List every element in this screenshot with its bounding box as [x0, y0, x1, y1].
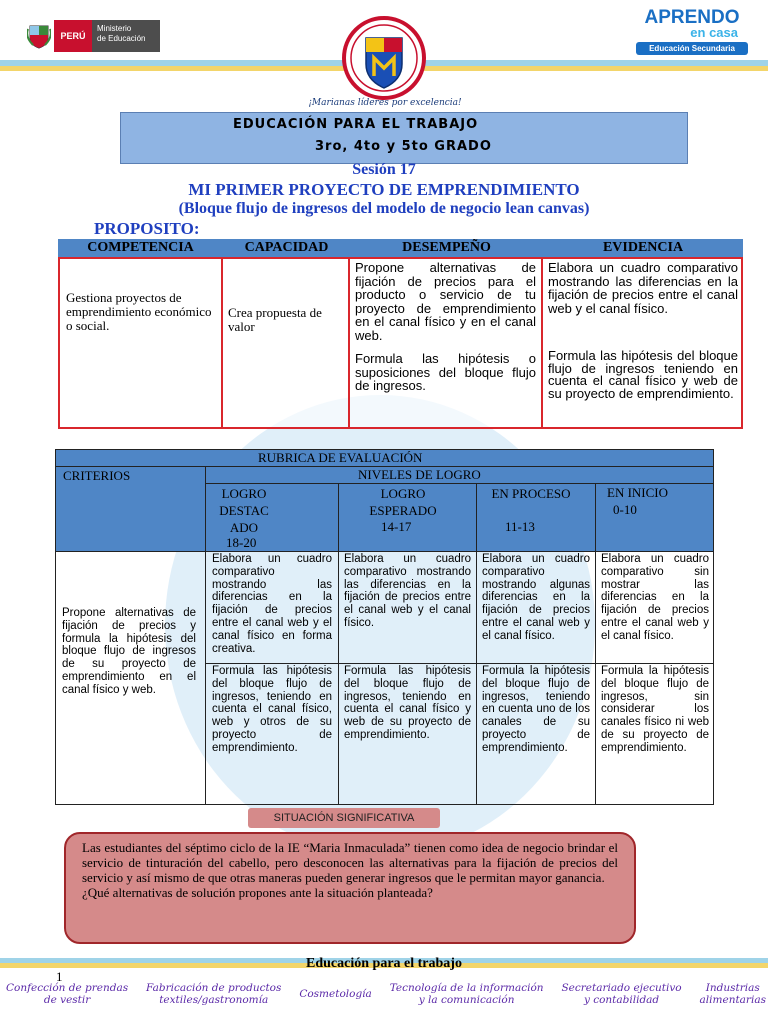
- levels-label: NIVELES DE LOGRO: [358, 467, 481, 482]
- level-name-esperado: LOGRO ESPERADO: [369, 486, 437, 518]
- level-header-destacado: [205, 483, 339, 552]
- rubric-text-r1-c1: Elabora un cuadro comparativo mostrando las diferencias en la fijación de precios entre el canal web y el canal físico en forma creativa.: [212, 553, 332, 655]
- situation-label: SITUACIÓN SIGNIFICATIVA: [248, 808, 440, 828]
- rubric-cell-r2-c1: [205, 663, 339, 805]
- specialty-tecnologia: Tecnología de la información y la comunicación: [389, 982, 544, 1006]
- rubric-text-r1-c4: Elabora un cuadro comparativo sin mostrar las diferencias en la fijación de precios entre el canal web y el canal físico.: [601, 553, 709, 642]
- rubric-text-r1-c2: Elabora un cuadro comparativo mostrando las diferencias en la fijación de precios entre el canal web y el canal físico.: [344, 553, 471, 629]
- competencia-text: Gestiona proyectos de emprendimiento económico o social.: [66, 290, 212, 333]
- session-number: Sesión 17: [352, 161, 416, 178]
- specialty-fabricacion: Fabricación de productos textiles/gastronomía: [146, 982, 282, 1006]
- level-name-destacado: LOGRO DESTAC ADO: [219, 486, 269, 535]
- rubric-text-r1-c3: Elabora un cuadro comparativo mostrando algunas diferencias en la fijación de precios entre el canal web y el canal físico.: [482, 553, 590, 642]
- aprendo-title: APRENDO: [644, 7, 740, 28]
- situation-text: Las estudiantes del séptimo ciclo de la IE “Maria Inmaculada” tienen como idea de negocio brindar el servicio de tinturación del cabello, pero desconocen las alternativas para la fijación de precios del servicio y así mismo de que otras maneras pueden generar ingresos que le permitan mayor ganancia.: [82, 840, 618, 885]
- rubric-cell-r1-c2: [338, 551, 477, 664]
- rubric-title: RUBRICA DE EVALUACIÓN: [258, 450, 423, 465]
- rubric-text-r2-c2: Formula las hipótesis del bloque flujo de ingresos, teniendo en cuenta el canal físico y web de su proyecto de emprendimiento.: [344, 665, 471, 741]
- rubric-cell-r2-c2: [338, 663, 477, 805]
- purpose-label: PROPOSITO:: [94, 219, 200, 238]
- rubric-text-r2-c4: Formula la hipótesis del bloque flujo de ingresos, sin considerar los canales físico ni web de su proyecto de emprendimiento.: [601, 665, 709, 754]
- peru-shield-icon: [24, 20, 54, 52]
- specialty-industrias: Industrias alimentarias: [699, 982, 766, 1006]
- project-title: MI PRIMER PROYECTO DE EMPRENDIMIENTO: [188, 180, 580, 199]
- rubric-cell-r1-c4: [595, 551, 714, 664]
- rubric-cell-r2-c3: [476, 663, 596, 805]
- school-crest-icon: [340, 16, 428, 104]
- header-evidencia: EVIDENCIA: [602, 240, 684, 255]
- level-header-inicio: [595, 483, 714, 552]
- level-header-proceso: [476, 483, 596, 552]
- desempeno-cell: [348, 257, 543, 429]
- course-title-box: [120, 112, 688, 164]
- levels-header: [205, 466, 714, 484]
- level-range-destacado: 18-20: [226, 535, 257, 550]
- level-name-proceso: EN PROCESO: [491, 486, 571, 501]
- evidencia-text-2: Formula las hipótesis del bloque flujo de ingresos teniendo en cuenta el canal físico y web de su proyecto de emprendimiento.: [548, 348, 738, 401]
- level-range-esperado: 14-17: [381, 519, 412, 534]
- level-range-proceso: 11-13: [505, 519, 535, 534]
- specialty-cosmetologia: Cosmetología: [299, 988, 372, 1000]
- rubric-cell-r1-c1: [205, 551, 339, 664]
- aprendo-subtitle: en casa: [690, 25, 738, 40]
- criterion-text: Propone alternativas de fijación de precios y formula la hipótesis del bloque flujo de ingresos de su proyecto de emprendimiento en el canal físico y web.: [62, 607, 196, 696]
- gov-ministry: Ministerio de Educación: [92, 20, 160, 52]
- evidencia-text-1: Elabora un cuadro comparativo mostrando las diferencias en la fijación de precios entre el canal web y el canal físico.: [548, 260, 738, 316]
- header-desempeno: DESEMPEÑO: [402, 240, 491, 255]
- course-name: EDUCACIÓN PARA EL TRABAJO: [233, 117, 479, 132]
- rubric-text-r2-c3: Formula la hipótesis del bloque flujo de ingresos, teniendo en cuenta uno de los canales de su proyecto de emprendimiento.: [482, 665, 590, 754]
- header-capacidad: CAPACIDAD: [244, 240, 329, 255]
- desempeno-text-1: Propone alternativas de fijación de precios para el producto o servicio de tu proyecto de emprendimiento en el canal físico y en el canal web.: [355, 260, 536, 343]
- specialty-secretariado: Secretariado ejecutivo y contabilidad: [561, 982, 682, 1006]
- situation-box: [64, 832, 636, 944]
- rubric-cell-r2-c4: [595, 663, 714, 805]
- level-header-esperado: [338, 483, 477, 552]
- specialty-confeccion: Confección de prendas de vestir: [6, 982, 129, 1006]
- header-competencia: COMPETENCIA: [87, 240, 194, 255]
- capacidad-cell: [221, 257, 350, 429]
- footer-title: Educación para el trabajo: [306, 956, 462, 971]
- criteria-label: CRITERIOS: [63, 468, 131, 483]
- page-number: 1: [56, 969, 63, 984]
- rubric-title-row: [55, 449, 714, 467]
- criterion-cell: [55, 551, 206, 805]
- rubric-cell-r1-c3: [476, 551, 596, 664]
- course-grades: 3ro, 4to y 5to GRADO: [315, 139, 492, 154]
- project-subtitle: (Bloque flujo de ingresos del modelo de negocio lean canvas): [178, 200, 590, 217]
- ministry-logo: [24, 20, 160, 52]
- competence-table-header: [58, 239, 743, 257]
- desempeno-text-2: Formula las hipótesis o suposiciones del bloque flujo de ingresos.: [355, 351, 536, 393]
- level-range-inicio: 0-10: [613, 502, 637, 517]
- aprendo-level: Educación Secundaria: [636, 42, 748, 55]
- capacidad-text: Crea propuesta de valor: [228, 305, 322, 334]
- footer-specialties: [6, 982, 766, 1006]
- rubric-text-r2-c1: Formula las hipótesis del bloque flujo de ingresos, teniendo en cuenta el canal físico, web y otros de su proyecto de emprendimiento.: [212, 665, 332, 754]
- school-motto: ¡Marianas líderes por excelencia!: [308, 98, 462, 108]
- aprendo-en-casa-logo: [636, 8, 748, 55]
- situation-question: ¿Qué alternativas de solución propones ante la situación planteada?: [82, 885, 433, 900]
- criteria-header: [55, 466, 206, 552]
- gov-country: PERÚ: [54, 20, 92, 52]
- competencia-cell: [58, 257, 223, 429]
- level-name-inicio: EN INICIO: [607, 485, 669, 500]
- evidencia-cell: [541, 257, 743, 429]
